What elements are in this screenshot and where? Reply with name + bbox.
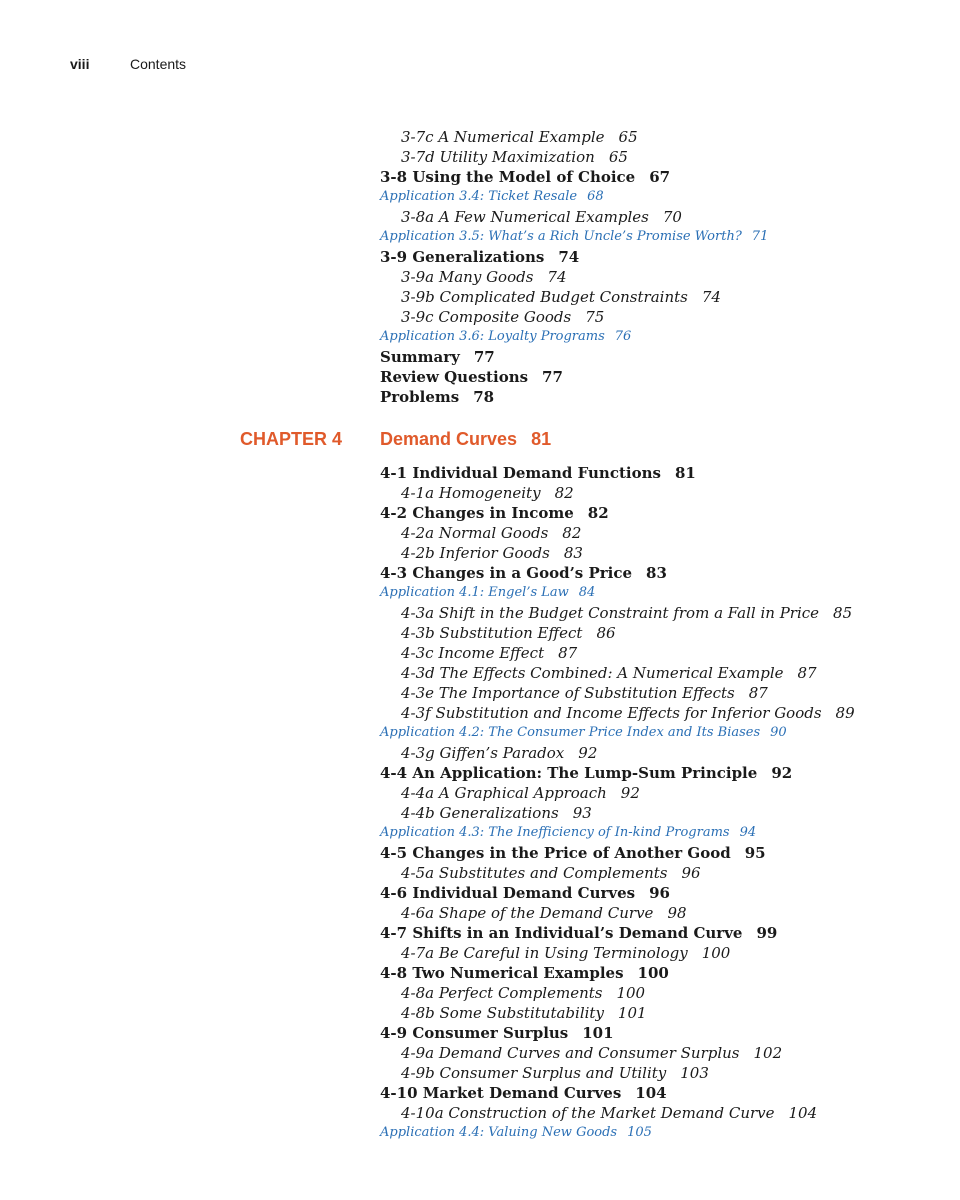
- toc-entry-title: 4-3 Changes in a Good’s Price: [380, 564, 633, 582]
- toc-entry-page: 78: [473, 388, 495, 406]
- toc-subsection: [380, 127, 950, 147]
- toc-entry-page: 75: [585, 308, 605, 326]
- page-header: [70, 56, 187, 72]
- toc-subsection: [380, 1043, 950, 1063]
- toc-entry-title: 4-4a A Graphical Approach: [401, 784, 607, 802]
- toc-entry-title: 4-10a Construction of the Market Demand Curve: [401, 1104, 775, 1122]
- toc-section: [380, 883, 950, 903]
- toc-entry-page: 82: [554, 484, 574, 502]
- toc-entry-page: 77: [473, 348, 495, 366]
- toc-entry-page: 65: [618, 128, 638, 146]
- toc-entry-page: 104: [788, 1104, 818, 1122]
- toc-subsection: [380, 683, 950, 703]
- toc-entry-page: 100: [701, 944, 731, 962]
- toc-subsection: [380, 287, 950, 307]
- toc-entry-page: 83: [646, 564, 667, 582]
- toc-subsection: [380, 1003, 950, 1023]
- toc-entry-title: 4-9 Consumer Surplus: [380, 1024, 569, 1042]
- toc-section: [380, 387, 950, 407]
- toc-entry-title: 3-8a A Few Numerical Examples: [401, 208, 649, 226]
- toc-entry-page: 96: [681, 864, 701, 882]
- toc-application: [380, 583, 950, 603]
- toc-entry-page: 76: [614, 329, 632, 344]
- toc-entry-page: 82: [587, 504, 609, 522]
- toc-section: [380, 763, 950, 783]
- toc-entry-page: 92: [578, 744, 598, 762]
- toc-subsection: [380, 523, 950, 543]
- toc-subsection: [380, 623, 950, 643]
- toc-list-chapter-4: [380, 463, 950, 1143]
- toc-entry-page: 74: [701, 288, 721, 306]
- toc-application: [380, 227, 950, 247]
- toc-subsection: [380, 643, 950, 663]
- toc-entry-page: 94: [739, 825, 757, 840]
- toc-application: [380, 187, 950, 207]
- toc-entry-title: 4-5 Changes in the Price of Another Good: [380, 844, 731, 862]
- toc-section: [380, 843, 950, 863]
- toc-subsection: [380, 703, 950, 723]
- toc-subsection: [380, 743, 950, 763]
- toc-entry-title: 4-2 Changes in Income: [380, 504, 574, 522]
- toc-entry-title: 4-1a Homogeneity: [401, 484, 541, 502]
- toc-entry-title: 4-3d The Effects Combined: A Numerical Example: [401, 664, 784, 682]
- toc-section: [380, 167, 950, 187]
- toc-section: [380, 503, 950, 523]
- toc-application: [380, 723, 950, 743]
- toc-entry-title: Application 4.4: Valuing New Goods: [380, 1125, 618, 1140]
- toc-subsection: [380, 543, 950, 563]
- toc-entry-title: 4-3c Income Effect: [401, 644, 545, 662]
- toc-entry-page: 68: [587, 189, 604, 204]
- toc-entry-page: 89: [835, 704, 855, 722]
- toc-section: [380, 963, 950, 983]
- toc-entry-title: Review Questions: [380, 368, 529, 386]
- toc-entry-page: 96: [649, 884, 670, 902]
- toc-entry-page: 103: [680, 1064, 709, 1082]
- toc-entry-page: 74: [547, 268, 567, 286]
- toc-subsection: [380, 783, 950, 803]
- toc-entry-page: 102: [753, 1044, 783, 1062]
- toc-subsection: [380, 483, 950, 503]
- toc-entry-title: 4-8a Perfect Complements: [401, 984, 603, 1002]
- chapter-page: 81: [531, 429, 552, 449]
- toc-entry-page: 104: [635, 1084, 667, 1102]
- toc-entry-page: 70: [662, 208, 682, 226]
- toc-entry-title: 4-2a Normal Goods: [401, 524, 549, 542]
- toc-entry-title: 4-3g Giffen’s Paradox: [401, 744, 565, 762]
- toc-entry-page: 98: [667, 904, 687, 922]
- toc-entry-page: 100: [637, 964, 669, 982]
- toc-entry-title: 3-7d Utility Maximization: [401, 148, 595, 166]
- page-number: viii: [70, 56, 90, 72]
- toc-section: [380, 1083, 950, 1103]
- toc-entry-title: Application 3.4: Ticket Resale: [380, 189, 578, 204]
- toc-subsection: [380, 267, 950, 287]
- toc-subsection: [380, 207, 950, 227]
- toc-entry-page: 101: [617, 1004, 647, 1022]
- toc-list-chapter-3-tail: [380, 127, 950, 407]
- toc-entry-page: 90: [770, 725, 787, 740]
- toc-entry-title: Problems: [380, 388, 460, 406]
- toc-entry-page: 86: [596, 624, 616, 642]
- toc-entry-page: 99: [756, 924, 778, 942]
- toc-entry-title: 4-6a Shape of the Demand Curve: [401, 904, 654, 922]
- toc-subsection: [380, 943, 950, 963]
- toc-entry-page: 84: [578, 585, 596, 600]
- toc-entry-title: 4-7a Be Careful in Using Terminology: [401, 944, 688, 962]
- toc-entry-title: 4-3f Substitution and Income Effects for Inferior Goods: [401, 704, 822, 722]
- toc-subsection: [380, 1103, 950, 1123]
- toc-application: [380, 1123, 950, 1143]
- toc-entry-page: 82: [562, 524, 582, 542]
- toc-application: [380, 823, 950, 843]
- toc-entry-page: 93: [572, 804, 592, 822]
- toc-entry-title: 3-8 Using the Model of Choice: [380, 168, 636, 186]
- toc-entry-page: 95: [744, 844, 766, 862]
- toc-entry-title: 4-8b Some Substitutability: [401, 1004, 604, 1022]
- toc-subsection: [380, 903, 950, 923]
- toc-entry-page: 85: [833, 604, 853, 622]
- toc-entry-title: 3-9b Complicated Budget Constraints: [401, 288, 688, 306]
- toc-entry-page: 87: [748, 684, 768, 702]
- toc-entry-title: 3-7c A Numerical Example: [401, 128, 605, 146]
- toc-entry-title: Application 4.2: The Consumer Price Index and Its Biases: [380, 725, 761, 740]
- toc-section: [380, 1023, 950, 1043]
- toc-entry-title: 4-3e The Importance of Substitution Effects: [401, 684, 735, 702]
- toc-entry-title: 3-9c Composite Goods: [401, 308, 572, 326]
- toc-entry-title: Summary: [380, 348, 460, 366]
- toc-entry-title: 4-3b Substitution Effect: [401, 624, 583, 642]
- toc-section: [380, 923, 950, 943]
- toc-entry-page: 100: [616, 984, 646, 1002]
- toc-entry-page: 92: [771, 764, 793, 782]
- toc-entry-title: 4-4b Generalizations: [401, 804, 559, 822]
- toc-subsection: [380, 307, 950, 327]
- toc-entry-title: 3-9a Many Goods: [401, 268, 534, 286]
- toc-subsection: [380, 803, 950, 823]
- toc-entry-page: 105: [627, 1125, 652, 1140]
- toc-entry-title: 3-9 Generalizations: [380, 248, 545, 266]
- toc-subsection: [380, 863, 950, 883]
- toc-entry-title: 4-9a Demand Curves and Consumer Surplus: [401, 1044, 740, 1062]
- toc-entry-title: 4-6 Individual Demand Curves: [380, 884, 636, 902]
- toc-entry-title: Application 4.3: The Inefficiency of In-kind Programs: [380, 825, 730, 840]
- toc-subsection: [380, 603, 950, 623]
- toc-entry-title: 4-5a Substitutes and Complements: [401, 864, 668, 882]
- toc-entry-page: 65: [608, 148, 628, 166]
- toc-entry-page: 81: [674, 464, 696, 482]
- toc-application: [380, 327, 950, 347]
- toc-entry-title: 4-3a Shift in the Budget Constraint from a Fall in Price: [401, 604, 820, 622]
- toc-entry-title: 4-2b Inferior Goods: [401, 544, 550, 562]
- toc-subsection: [380, 663, 950, 683]
- toc-entry-title: 4-1 Individual Demand Functions: [380, 464, 661, 482]
- toc-entry-title: 4-8 Two Numerical Examples: [380, 964, 624, 982]
- toc-section: [380, 563, 950, 583]
- toc-entry-title: 4-4 An Application: The Lump-Sum Principle: [380, 764, 758, 782]
- chapter-title: Demand Curves: [380, 429, 518, 449]
- toc-subsection: [380, 1063, 950, 1083]
- chapter-heading: [380, 429, 551, 450]
- toc-entry-page: 87: [797, 664, 817, 682]
- toc-section: [380, 247, 950, 267]
- toc-section: [380, 463, 950, 483]
- toc-entry-title: 4-7 Shifts in an Individual’s Demand Curve: [380, 924, 743, 942]
- toc-entry-page: 71: [751, 229, 769, 244]
- toc-entry-page: 83: [563, 544, 583, 562]
- toc-entry-page: 67: [649, 168, 671, 186]
- toc-entry-title: Application 3.6: Loyalty Programs: [380, 329, 605, 344]
- toc-section: [380, 367, 950, 387]
- toc-entry-page: 74: [558, 248, 580, 266]
- toc-entry-page: 77: [542, 368, 563, 386]
- toc-entry-title: Application 3.5: What’s a Rich Uncle’s Promise Worth?: [380, 229, 742, 244]
- chapter-label: CHAPTER 4: [240, 429, 343, 449]
- toc-section: [380, 347, 950, 367]
- toc-entry-title: 4-10 Market Demand Curves: [380, 1084, 622, 1102]
- toc-entry-title: Application 4.1: Engel’s Law: [380, 585, 569, 600]
- toc-entry-page: 87: [558, 644, 578, 662]
- toc-subsection: [380, 147, 950, 167]
- toc-entry-page: 101: [582, 1024, 614, 1042]
- toc-entry-page: 92: [620, 784, 640, 802]
- toc-subsection: [380, 983, 950, 1003]
- toc-entry-title: 4-9b Consumer Surplus and Utility: [401, 1064, 667, 1082]
- running-title: Contents: [130, 56, 187, 72]
